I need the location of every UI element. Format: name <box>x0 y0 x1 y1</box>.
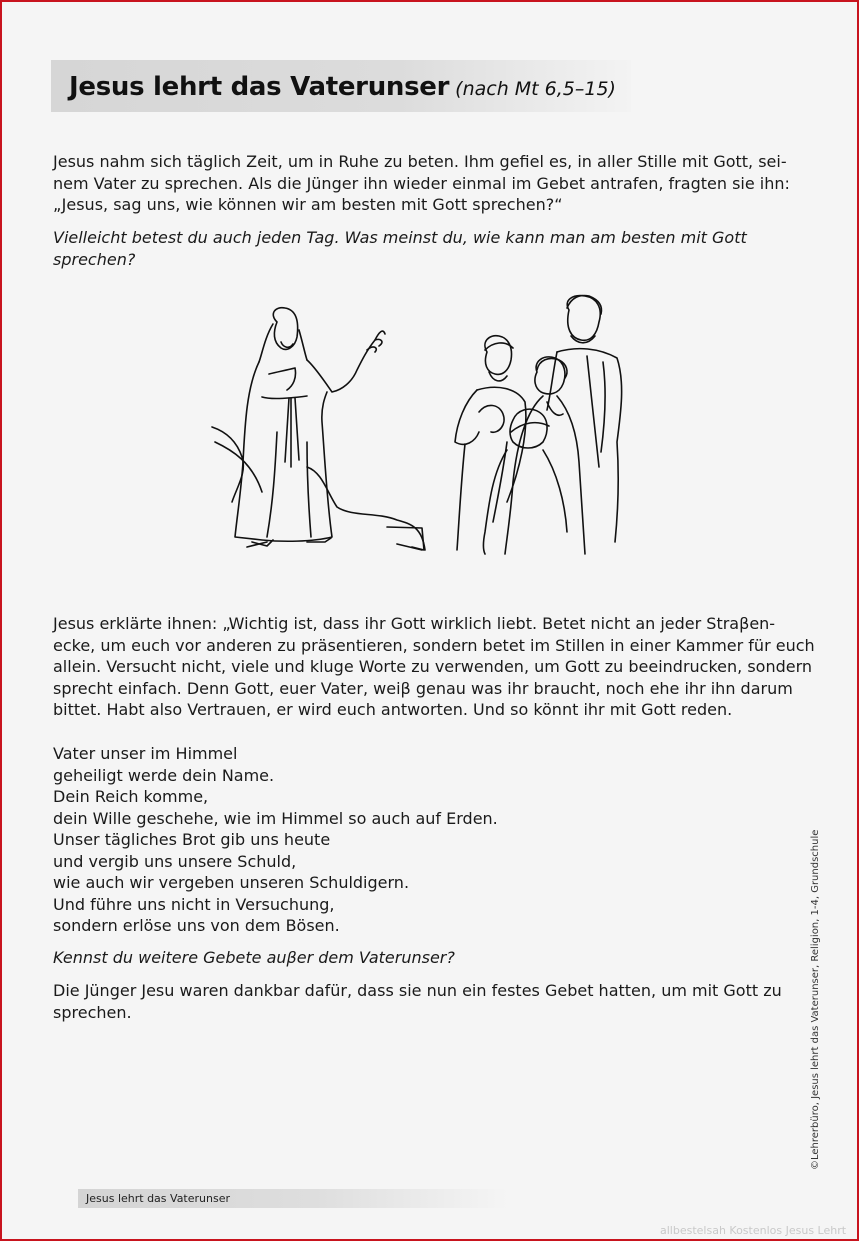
prayer-line: Vater unser im Himmel <box>53 744 238 763</box>
jesus-teaching-disciples-drawing <box>207 292 637 562</box>
explanation-line: ecke, um euch vor anderen zu präsentieren, sondern betet im Stillen in einer Kammer für euch <box>53 635 815 655</box>
explanation-line: sprecht einfach. Denn Gott, euer Vater, weiβ genau was ihr braucht, noch ehe ihr ihn darum <box>53 678 793 698</box>
explanation-paragraph <box>53 613 815 721</box>
closing-paragraph <box>53 980 788 1023</box>
question-1 <box>53 227 788 270</box>
footer-title: Jesus lehrt das Vaterunser <box>86 1192 230 1205</box>
explanation-line: allein. Versucht nicht, viele und kluge Worte zu verwenden, um Gott zu beeindrucken, sondern <box>53 657 813 676</box>
explanation-line: bittet. Habt also Vertrauen, er wird euch antworten. Und so könnt ihr mit Gott reden. <box>53 700 733 719</box>
prayer-line: geheiligt werde dein Name. <box>53 765 275 785</box>
prayer-line: wie auch wir vergeben unseren Schuldigern. <box>53 873 410 892</box>
question-2 <box>53 947 788 969</box>
prayer-line: dein Wille geschehe, wie im Himmel so auch auf Erden. <box>53 808 498 828</box>
intro-line: nem Vater zu sprechen. Als die Jünger ihn wieder einmal im Gebet antrafen, fragten sie ihn: <box>53 173 790 193</box>
prayer-line: Unser tägliches Brot gib uns heute <box>53 830 331 849</box>
prayer-line: Dein Reich komme, <box>53 787 209 806</box>
explanation-line: Jesus erklärte ihnen: „Wichtig ist, dass ihr Gott wirklich liebt. Betet nicht an jeder Straβen- <box>53 614 776 633</box>
intro-line: Jesus nahm sich täglich Zeit, um in Ruhe zu beten. Ihm gefiel es, in aller Stille mit Gott, sei- <box>53 152 787 171</box>
question-line: Kennst du weitere Gebete auβer dem Vaterunser? <box>53 948 455 967</box>
prayer-line: und vergib uns unsere Schuld, <box>53 851 297 871</box>
question-line: sprechen? <box>53 249 136 269</box>
title-main: Jesus lehrt das Vaterunser <box>69 72 450 102</box>
prayer-line: sondern erlöse uns von dem Bösen. <box>53 916 340 935</box>
intro-paragraph <box>53 151 788 216</box>
prayer-line: Und führe uns nicht in Versuchung, <box>53 894 335 914</box>
title-reference: (nach Mt 6,5–15) <box>455 78 616 100</box>
closing-line: sprechen. <box>53 1002 132 1022</box>
page-title <box>69 72 616 102</box>
copyright-credit: ©Lehrerbüro, Jesus lehrt das Vaterunser, Religion, 1-4, Grundschule <box>810 829 821 1170</box>
prayer-text <box>53 743 788 937</box>
question-line: Vielleicht betest du auch jeden Tag. Was meinst du, wie kann man am besten mit Gott <box>53 228 747 247</box>
intro-line: „Jesus, sag uns, wie können wir am besten mit Gott sprechen?“ <box>53 195 563 214</box>
closing-line: Die Jünger Jesu waren dankbar dafür, dass sie nun ein festes Gebet hatten, um mit Gott zu <box>53 981 782 1000</box>
watermark: allbestelsah Kostenlos Jesus Lehrt <box>660 1224 847 1237</box>
